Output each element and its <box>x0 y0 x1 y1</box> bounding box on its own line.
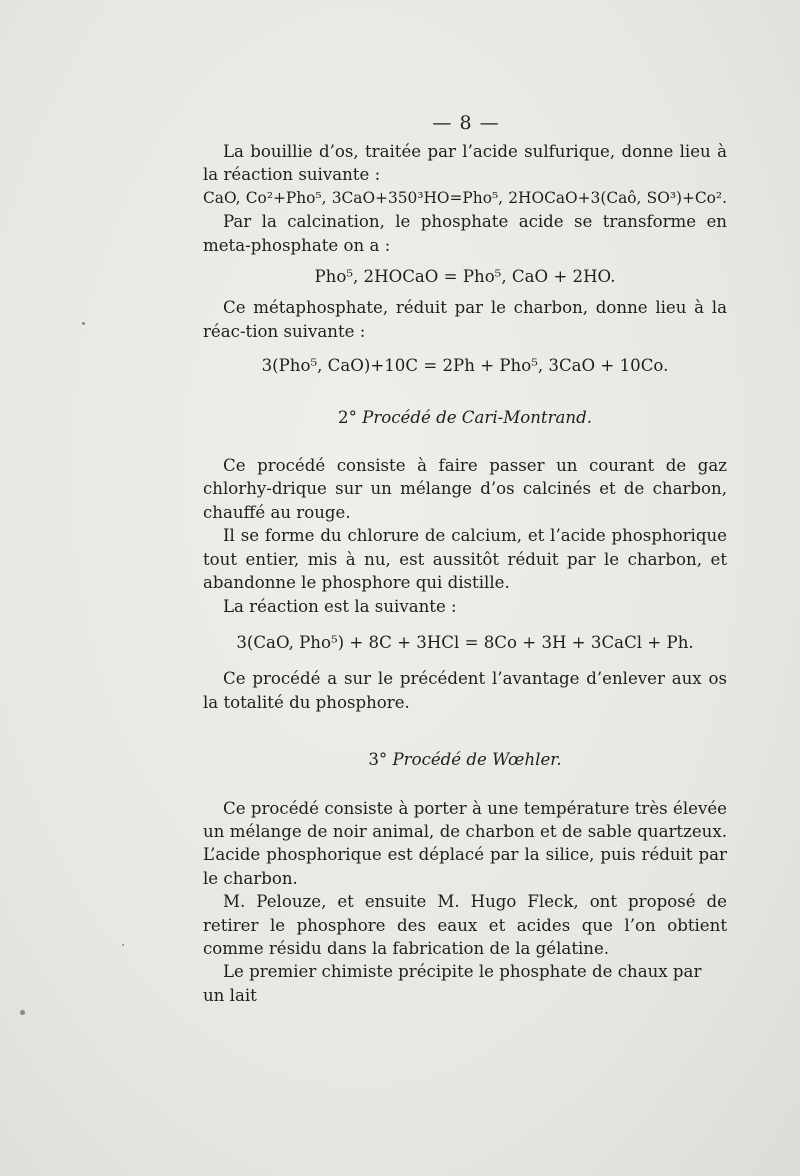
page-number: — 8 — <box>432 112 500 134</box>
equation-3: 3(Pho⁵, CaO)+10C = 2Ph + Pho⁵, 3CaO + 10Co. <box>261 356 669 376</box>
paper-speck <box>82 322 85 325</box>
paper-speck <box>122 944 124 946</box>
equation-2: Pho⁵, 2HOCaO = Pho⁵, CaO + 2HO. <box>314 267 616 287</box>
paper-speck <box>20 1010 25 1015</box>
paragraph-10: Le premier chimiste précipite le phosphate de chaux par un lait <box>203 962 702 1005</box>
section-title-3: Procédé de Wœhler. <box>392 750 562 770</box>
paragraph-1: La bouillie d’os, traitée par l’acide sulfurique, donne lieu à la réaction suivante : <box>203 142 727 185</box>
section-number-3: 3° <box>368 750 388 770</box>
section-heading-2 <box>203 406 727 429</box>
paragraph-4: Ce procédé consiste à faire passer un courant de gaz chlorhy-drique sur un mélange d’os calcinés et de charbon, chauffé au rouge. <box>203 456 727 522</box>
section-title-2: Procédé de Cari-Montrand. <box>362 407 592 427</box>
equation-4: 3(CaO, Pho⁵) + 8C + 3HCl = 8Co + 3H + 3CaCl + Ph. <box>236 632 694 652</box>
body-text <box>203 140 727 1007</box>
paragraph-7: Ce procédé a sur le précédent l’avantage d’enlever aux os la totalité du phosphore. <box>203 669 727 712</box>
paragraph-6: La réaction est la suivante : <box>223 596 457 616</box>
paragraph-5: Il se forme du chlorure de calcium, et l’acide phosphorique tout entier, mis à nu, est aussitôt réduit par le charbon, et abandonne le phosphore qui distille. <box>203 526 727 593</box>
section-number-2: 2° <box>338 407 357 427</box>
paragraph-2: Par la calcination, le phosphate acide se transforme en meta-phosphate on a : <box>203 212 727 255</box>
section-heading-3 <box>203 748 727 771</box>
paragraph-3: Ce métaphosphate, réduit par le charbon, donne lieu à la réac-tion suivante : <box>203 298 727 341</box>
equation-1: CaO, Co²+Pho⁵, 3CaO+350³HO=Pho⁵, 2HOCaO+3(Caô, SO³)+Co². <box>203 188 727 207</box>
paragraph-8: Ce procédé consiste à porter à une température très élevée un mélange de noir animal, de charbon et de sable quartzeux. L’acide phosphorique est déplacé par la silice, puis réduit par le charbon. <box>203 798 727 888</box>
paragraph-9: M. Pelouze, et ensuite M. Hugo Fleck, ont proposé de retirer le phosphore des eaux et acides que l’on obtient comme résidu dans la fabrication de la gélatine. <box>203 892 727 958</box>
